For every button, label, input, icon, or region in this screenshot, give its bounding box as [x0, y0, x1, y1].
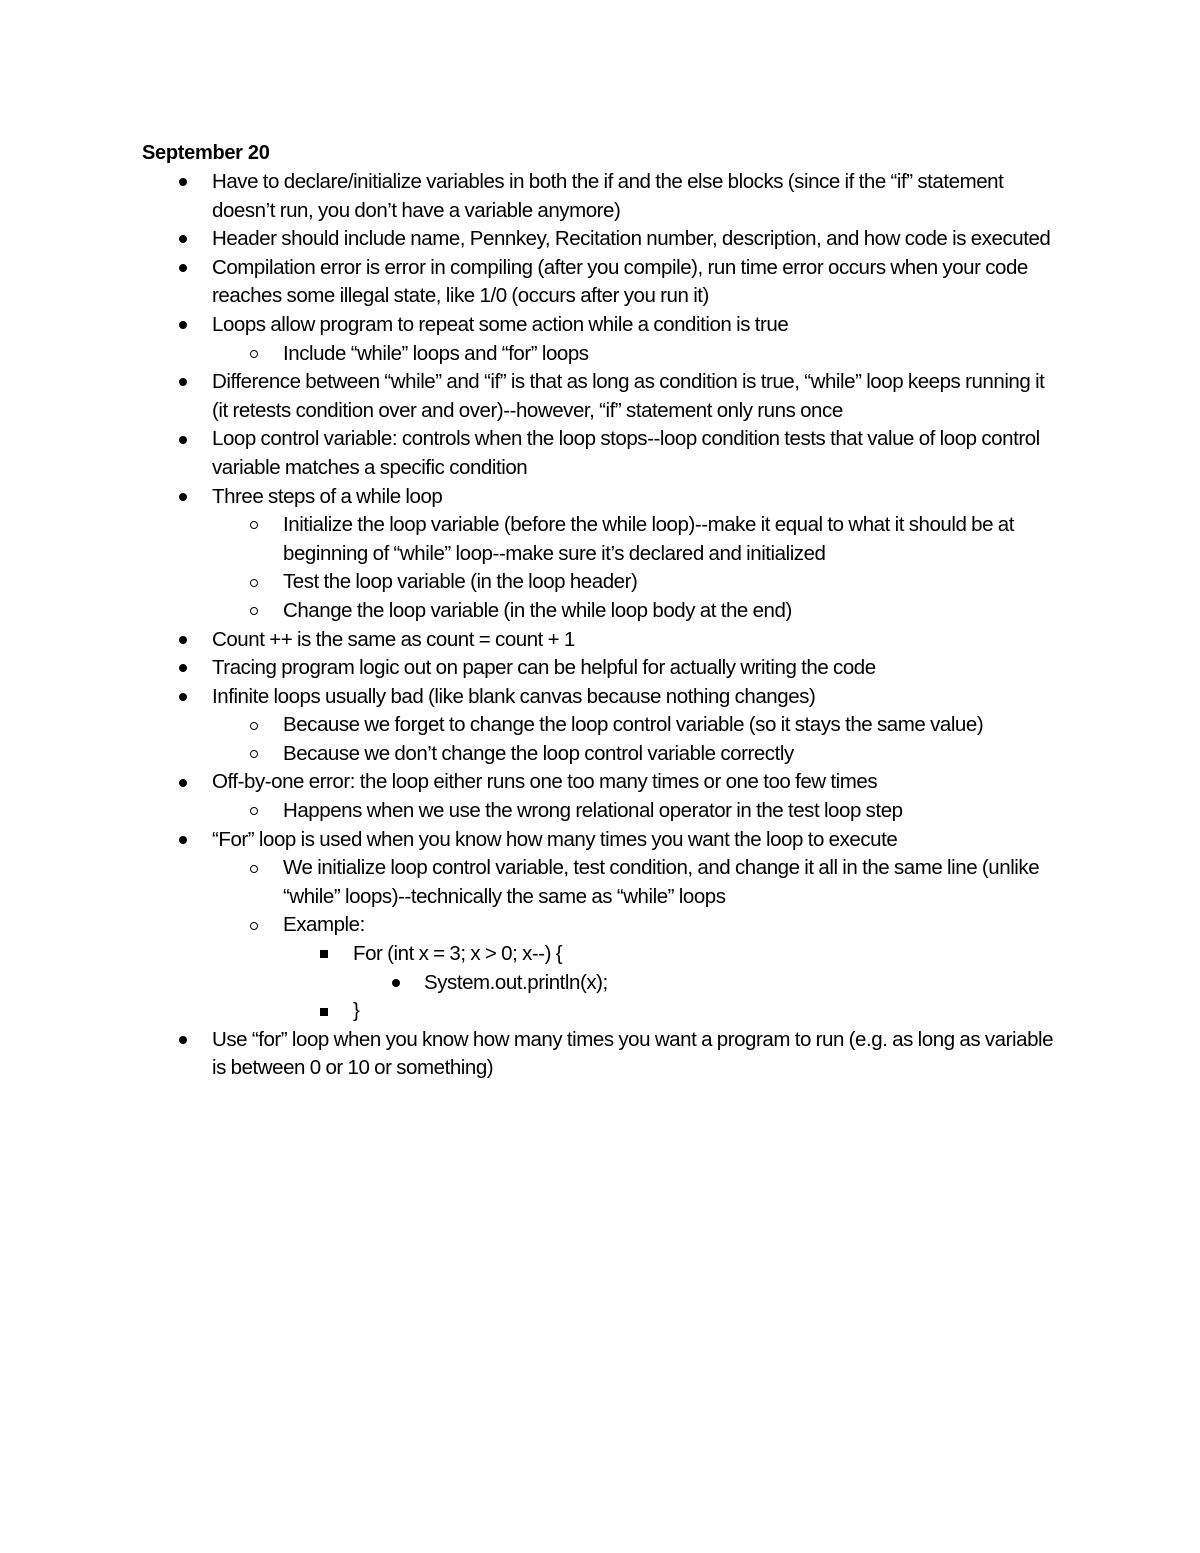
bullet-circle-icon — [250, 854, 258, 883]
sub-list-item — [142, 740, 1062, 769]
code-line-item — [142, 940, 1062, 969]
bullet-circle-icon — [250, 740, 258, 769]
list-item-text: Three steps of a while loop — [212, 484, 443, 508]
bullet-disc-icon — [179, 768, 187, 797]
list-item — [142, 311, 1062, 340]
document-page — [142, 139, 1062, 1083]
list-item-text: Header should include name, Pennkey, Recitation number, description, and how code is executed — [212, 227, 1051, 251]
list-item-text: Use “for” loop when you know how many times you want a program to run (e.g. as long as variable is between 0 or 10 or something) — [212, 1027, 1054, 1080]
list-item-text: Difference between “while” and “if” is that as long as condition is true, “while” loop keeps running it (it retests condition over and over)--however, “if” statement only runs once — [212, 370, 1045, 422]
sub-list-item — [142, 854, 1062, 911]
list-item-text: Test the loop variable (in the loop header) — [283, 570, 638, 594]
list-item-text: We initialize loop control variable, test condition, and change it all in the same line (unlike “while” loops)--technically the same as “while” loops — [283, 856, 1040, 908]
sub-list-item — [142, 797, 1062, 826]
list-item — [142, 683, 1062, 712]
list-item — [142, 1026, 1062, 1083]
bullet-disc-icon — [179, 826, 187, 855]
bullet-disc-icon — [179, 225, 187, 254]
bullet-disc-icon — [179, 368, 187, 397]
list-item-text: Because we don’t change the loop control variable correctly — [283, 741, 794, 765]
bullet-disc-icon — [179, 683, 187, 712]
bullet-disc-icon — [179, 654, 187, 683]
list-item — [142, 654, 1062, 683]
list-item-text: Example: — [283, 913, 365, 937]
list-item — [142, 368, 1062, 425]
code-line-item — [142, 969, 1062, 998]
list-item — [142, 225, 1062, 254]
list-item-text: Loops allow program to repeat some action while a condition is true — [212, 312, 789, 336]
list-item — [142, 768, 1062, 797]
bullet-circle-icon — [250, 568, 258, 597]
bullet-circle-icon — [250, 797, 258, 826]
bullet-square-icon — [320, 997, 328, 1026]
bullet-disc-icon — [179, 425, 187, 454]
list-item-text: Count ++ is the same as count = count + 1 — [212, 627, 575, 651]
sub-list-item — [142, 511, 1062, 568]
list-item-text: Have to declare/initialize variables in both the if and the else blocks (since if the “if” statement doesn’t run, you don’t have a variable anymore) — [212, 170, 1004, 222]
list-item — [142, 626, 1062, 655]
bullet-circle-icon — [250, 911, 258, 940]
list-item-text: System.out.println(x); — [424, 970, 608, 994]
notes-list — [142, 168, 1062, 1083]
bullet-disc-icon — [179, 1026, 187, 1055]
list-item — [142, 483, 1062, 512]
bullet-disc-icon — [179, 168, 187, 197]
list-item — [142, 425, 1062, 482]
bullet-disc-icon — [179, 311, 187, 340]
bullet-circle-icon — [250, 597, 258, 626]
list-item-text: Compilation error is error in compiling (after you compile), run time error occurs when your code reaches some illegal state, like 1/0 (occurs after you run it) — [212, 255, 1028, 308]
sub-list-item — [142, 340, 1062, 369]
list-item-text: Happens when we use the wrong relational operator in the test loop step — [283, 799, 903, 823]
bullet-circle-icon — [250, 340, 258, 369]
list-item-text: Include “while” loops and “for” loops — [283, 341, 589, 365]
list-item-text: Change the loop variable (in the while loop body at the end) — [283, 598, 792, 622]
list-item-text: “For” loop is used when you know how many times you want the loop to execute — [212, 827, 898, 851]
bullet-square-icon — [320, 940, 328, 969]
list-item — [142, 826, 1062, 855]
document-heading: September 20 — [142, 142, 270, 164]
bullet-disc-icon — [179, 626, 187, 655]
sub-list-item — [142, 711, 1062, 740]
bullet-disc-icon — [179, 483, 187, 512]
sub-list-item — [142, 568, 1062, 597]
code-line-item — [142, 997, 1062, 1026]
list-item-text: Off-by-one error: the loop either runs one too many times or one too few times — [212, 770, 878, 794]
list-item-text: For (int x = 3; x > 0; x--) { — [353, 942, 563, 966]
list-item-text: } — [353, 999, 360, 1023]
bullet-circle-icon — [250, 511, 258, 540]
sub-list-item — [142, 911, 1062, 940]
list-item-text: Infinite loops usually bad (like blank canvas because nothing changes) — [212, 684, 816, 708]
list-item-text: Initialize the loop variable (before the while loop)--make it equal to what it should be at beginning of “while” loop--make sure it’s declared and initialized — [283, 513, 1014, 565]
list-item — [142, 168, 1062, 225]
bullet-disc-icon — [179, 254, 187, 283]
list-item-text: Loop control variable: controls when the loop stops--loop condition tests that value of loop control variable matches a specific condition — [212, 427, 1040, 479]
list-item-text: Tracing program logic out on paper can be helpful for actually writing the code — [212, 656, 876, 680]
bullet-disc-icon — [392, 969, 400, 998]
list-item-text: Because we forget to change the loop control variable (so it stays the same value) — [283, 713, 984, 737]
bullet-circle-icon — [250, 711, 258, 740]
list-item — [142, 254, 1062, 311]
sub-list-item — [142, 597, 1062, 626]
